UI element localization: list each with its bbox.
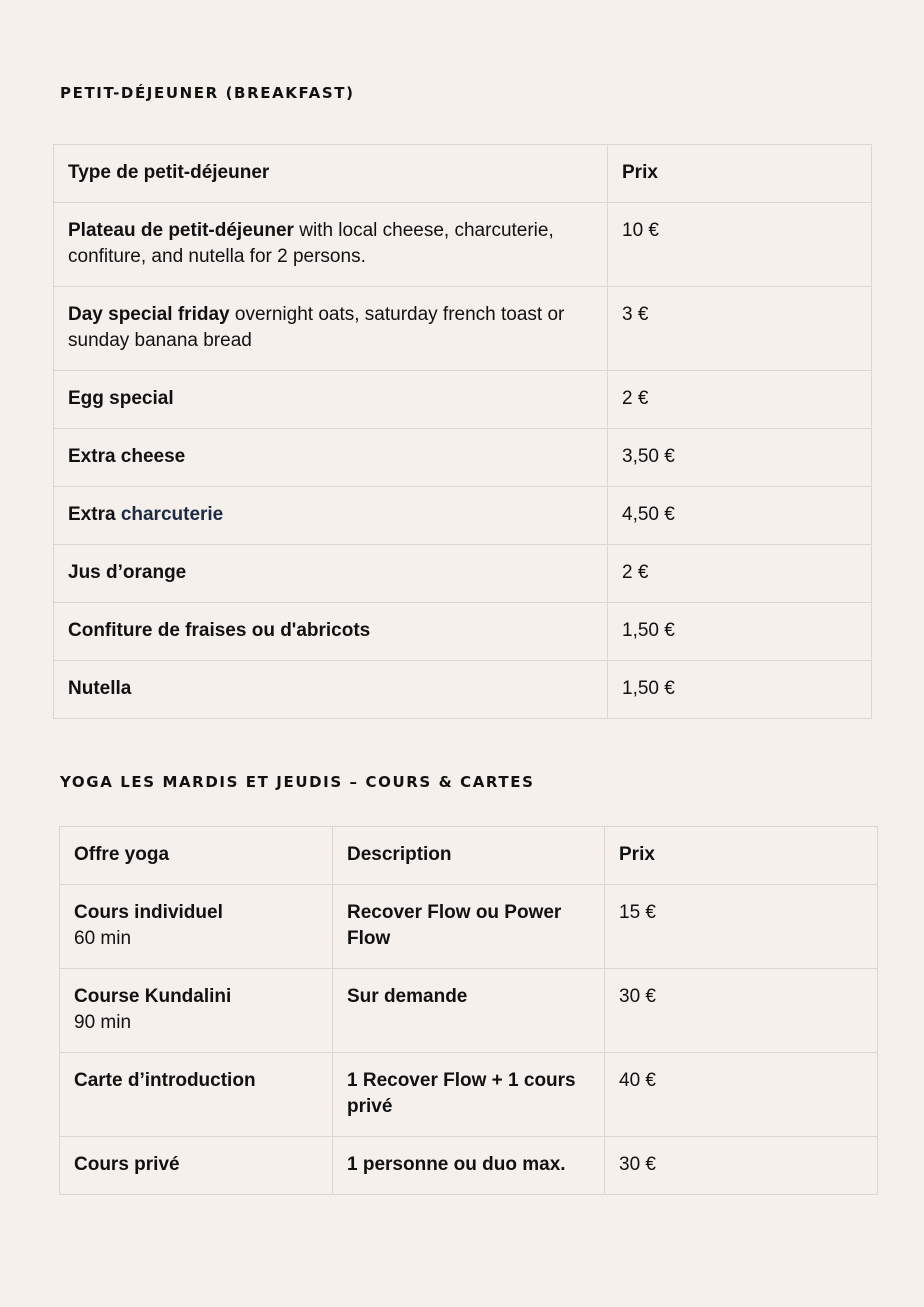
- header-yoga-offer: Offre yoga: [60, 827, 333, 885]
- item-description: overnight oats, saturday french toast or sunday banana bread: [68, 304, 565, 351]
- table-row: [54, 371, 872, 429]
- breakfast-section-title: PETIT-DÉJEUNER (BREAKFAST): [60, 84, 355, 102]
- header-price: Prix: [605, 827, 878, 885]
- header-breakfast-type: Type de petit-déjeuner: [54, 145, 608, 203]
- offer-name: Cours individuel: [74, 902, 223, 923]
- offer-price: 30 €: [605, 1137, 878, 1195]
- item-cell: [54, 487, 608, 545]
- offer-name: Cours privé: [60, 1137, 333, 1195]
- table-row: [54, 487, 872, 545]
- charcuterie-link[interactable]: charcuterie: [120, 504, 224, 525]
- table-row: [54, 545, 872, 603]
- item-price: 2 €: [608, 371, 872, 429]
- table-row: [60, 1137, 878, 1195]
- item-description: with local cheese, charcuterie, confiture, and nutella for 2 persons.: [68, 220, 554, 267]
- table-row: [54, 603, 872, 661]
- item-name: Egg special: [54, 371, 608, 429]
- offer-description: Recover Flow ou Power Flow: [333, 885, 605, 969]
- offer-cell: [60, 969, 333, 1053]
- offer-name: Course Kundalini: [74, 986, 232, 1007]
- item-price: 2 €: [608, 545, 872, 603]
- offer-price: 40 €: [605, 1053, 878, 1137]
- item-price: 3,50 €: [608, 429, 872, 487]
- item-price: 1,50 €: [608, 603, 872, 661]
- item-price: 3 €: [608, 287, 872, 371]
- header-price: Prix: [608, 145, 872, 203]
- offer-description: 1 personne ou duo max.: [333, 1137, 605, 1195]
- item-cell: [54, 287, 608, 371]
- table-row: [60, 1053, 878, 1137]
- item-name: Confiture de fraises ou d'abricots: [54, 603, 608, 661]
- item-cell: [54, 203, 608, 287]
- table-row: [60, 969, 878, 1053]
- item-price: 1,50 €: [608, 661, 872, 719]
- offer-name: Carte d’introduction: [60, 1053, 333, 1137]
- yoga-section-title: YOGA LES MARDIS ET JEUDIS – COURS & CARTES: [60, 773, 535, 791]
- offer-duration: 60 min: [74, 928, 132, 949]
- yoga-price-table: [59, 826, 878, 1195]
- breakfast-price-table: [53, 144, 872, 719]
- table-header-row: [54, 145, 872, 203]
- offer-price: 30 €: [605, 969, 878, 1053]
- offer-cell: [60, 885, 333, 969]
- table-row: [60, 885, 878, 969]
- table-row: [54, 287, 872, 371]
- item-name: Extra: [68, 504, 121, 525]
- item-name: Jus d’orange: [54, 545, 608, 603]
- offer-description: 1 Recover Flow + 1 cours privé: [333, 1053, 605, 1137]
- item-name: Extra cheese: [54, 429, 608, 487]
- table-row: [54, 203, 872, 287]
- item-name: Day special friday: [68, 304, 230, 325]
- table-row: [54, 661, 872, 719]
- offer-price: 15 €: [605, 885, 878, 969]
- offer-duration: 90 min: [74, 1012, 132, 1033]
- item-name: Plateau de petit-déjeuner: [68, 220, 294, 241]
- item-price: 10 €: [608, 203, 872, 287]
- table-header-row: [60, 827, 878, 885]
- item-name: Nutella: [54, 661, 608, 719]
- header-description: Description: [333, 827, 605, 885]
- offer-description: Sur demande: [333, 969, 605, 1053]
- item-price: 4,50 €: [608, 487, 872, 545]
- table-row: [54, 429, 872, 487]
